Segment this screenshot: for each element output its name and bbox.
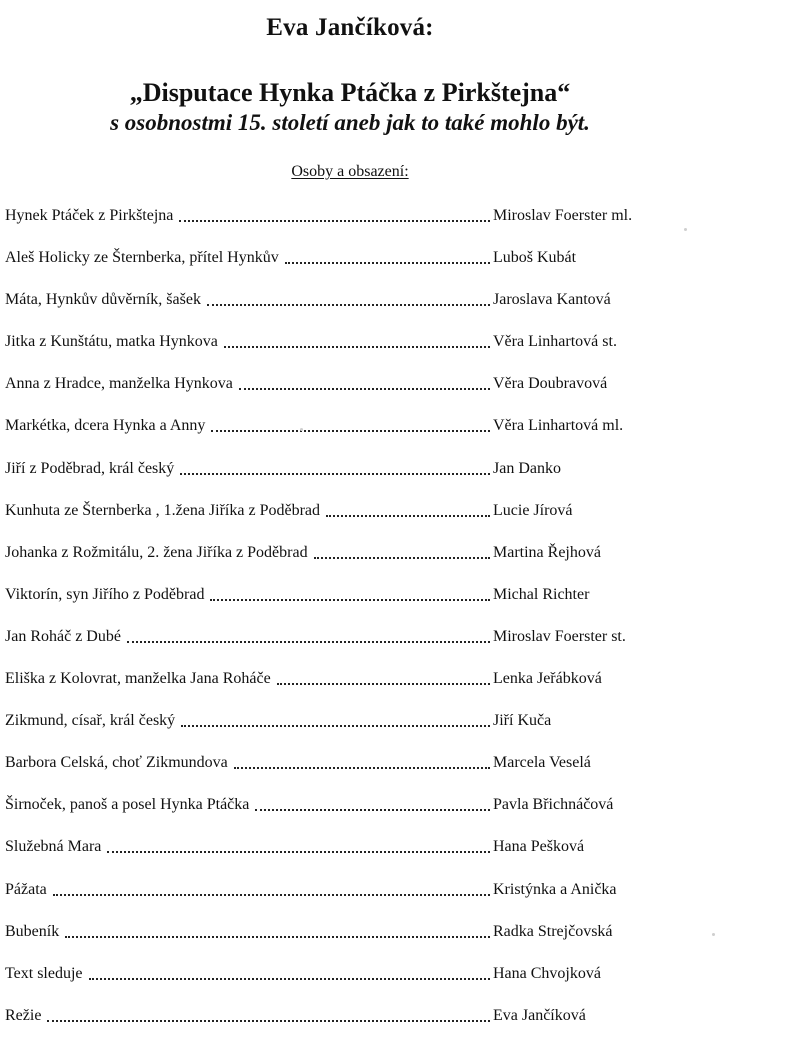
dot-leader: [234, 767, 490, 769]
cast-row: [5, 752, 665, 794]
cast-row: [5, 794, 665, 836]
dot-leader: [53, 894, 490, 896]
cast-role: Bubeník: [5, 922, 60, 940]
cast-row: [5, 542, 665, 584]
cast-role: Text sleduje: [5, 964, 83, 982]
cast-row: [5, 584, 665, 626]
cast-actor: Pavla Břichnáčová: [493, 796, 614, 814]
cast-row: [5, 836, 665, 878]
cast-actor: Michal Richter: [493, 585, 590, 603]
cast-role: Režie: [5, 1006, 42, 1024]
cast-row: [5, 921, 665, 963]
author-heading: Eva Jančíková:: [266, 14, 434, 41]
cast-role: Služebná Mara: [5, 838, 102, 856]
cast-row: [5, 205, 665, 247]
dot-leader: [181, 725, 490, 727]
cast-role: Jiří z Poděbrad, král český: [5, 459, 175, 477]
cast-actor: Věra Linhartová st.: [493, 333, 617, 351]
dot-leader: [65, 936, 490, 938]
dot-leader: [224, 346, 490, 348]
cast-role: Aleš Holicky ze Šternberka, přítel Hynkův: [5, 249, 279, 267]
cast-heading: Osoby a obsazení:: [291, 163, 409, 180]
cast-row: [5, 373, 665, 415]
dot-leader: [277, 683, 490, 685]
dot-leader: [255, 809, 490, 811]
dot-leader: [314, 557, 490, 559]
play-title: „Disputace Hynka Ptáčka z Pirkštejna“: [129, 78, 571, 107]
cast-actor: Luboš Kubát: [493, 249, 577, 267]
cast-row: [5, 626, 665, 668]
cast-role: Jitka z Kunštátu, matka Hynkova: [5, 333, 218, 351]
dot-leader: [180, 473, 490, 475]
cast-actor: Jan Danko: [493, 459, 561, 477]
cast-actor: Věra Linhartová ml.: [493, 417, 624, 435]
cast-role: Johanka z Rožmitálu, 2. žena Jiříka z Poděbrad: [5, 543, 308, 561]
cast-actor: Eva Jančíková: [493, 1006, 586, 1024]
cast-role: Anna z Hradce, manželka Hynkova: [5, 375, 233, 393]
dot-leader: [326, 515, 490, 517]
cast-row: [5, 289, 665, 331]
cast-actor: Kristýnka a Anička: [493, 880, 617, 898]
cast-role: Zikmund, císař, král český: [5, 712, 176, 730]
cast-actor: Radka Strejčovská: [493, 922, 613, 940]
cast-actor: Hana Chvojková: [493, 964, 601, 982]
cast-row: [5, 415, 665, 457]
cast-role: Hynek Ptáček z Pirkštejna: [5, 207, 174, 224]
cast-actor: Lenka Jeřábková: [493, 670, 602, 688]
cast-actor: Miroslav Foerster st.: [493, 627, 626, 645]
dot-leader: [47, 1020, 490, 1022]
dot-leader: [107, 851, 490, 853]
cast-row: [5, 963, 665, 1005]
scan-speck: [712, 933, 715, 936]
cast-role: Eliška z Kolovrat, manželka Jana Roháče: [5, 670, 271, 688]
cast-row: [5, 879, 665, 921]
cast-actor: Jaroslava Kantová: [493, 291, 611, 309]
cast-actor: Miroslav Foerster ml.: [493, 207, 633, 224]
cast-row: [5, 668, 665, 710]
cast-role: Barbora Celská, choť Zikmundova: [5, 754, 228, 772]
scan-speck: [684, 228, 687, 231]
dot-leader: [179, 220, 490, 222]
cast-role: Markétka, dcera Hynka a Anny: [5, 417, 206, 435]
dot-leader: [285, 262, 490, 264]
cast-row: [5, 331, 665, 373]
cast-row: [5, 1005, 665, 1047]
cast-list: [5, 205, 665, 1047]
scan-speck: [300, 428, 303, 431]
dot-leader: [239, 388, 490, 390]
cast-actor: Martina Řejhová: [493, 543, 601, 561]
cast-role: Pážata: [5, 880, 47, 898]
cast-row: [5, 500, 665, 542]
cast-actor: Marcela Veselá: [493, 754, 591, 772]
cast-role: Viktorín, syn Jiřího z Poděbrad: [5, 585, 205, 603]
cast-role: Širnoček, panoš a posel Hynka Ptáčka: [5, 796, 250, 814]
dot-leader: [211, 430, 490, 432]
dot-leader: [89, 978, 490, 980]
cast-actor: Věra Doubravová: [493, 375, 608, 393]
dot-leader: [127, 641, 490, 643]
cast-row: [5, 458, 665, 500]
cast-role: Jan Roháč z Dubé: [5, 627, 121, 645]
play-subtitle: s osobnostmi 15. století aneb jak to také mohlo být.: [110, 110, 590, 135]
dot-leader: [207, 304, 490, 306]
cast-actor: Jiří Kuča: [493, 712, 552, 730]
dot-leader: [210, 599, 490, 601]
cast-actor: Lucie Jírová: [493, 501, 573, 519]
cast-row: [5, 710, 665, 752]
cast-actor: Hana Pešková: [493, 838, 585, 856]
cast-row: [5, 247, 665, 289]
cast-role: Kunhuta ze Šternberka , 1.žena Jiříka z Poděbrad: [5, 501, 320, 519]
cast-role: Máta, Hynkův důvěrník, šašek: [5, 291, 201, 309]
